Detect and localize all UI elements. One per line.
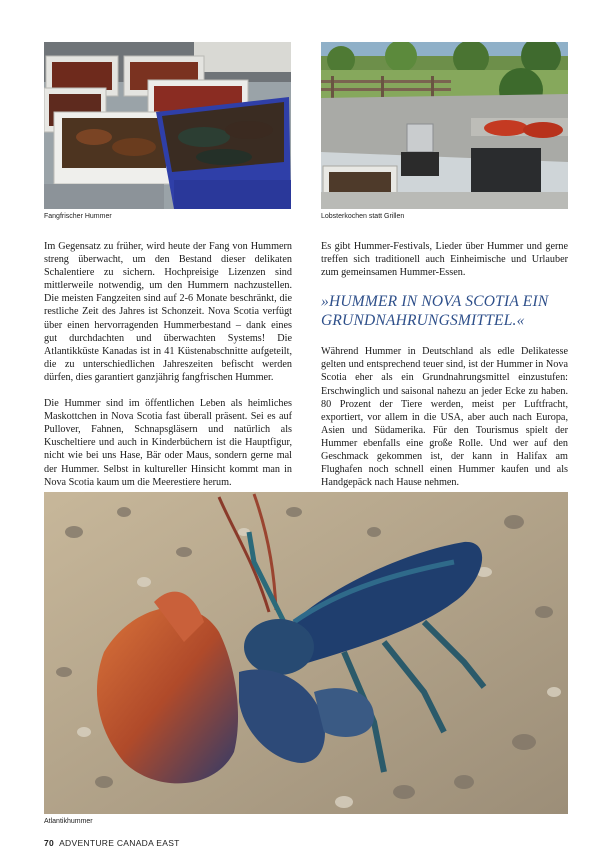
outdoor-lobster-cooking-photo: [321, 42, 568, 209]
paragraph: Während Hummer in Deutschland als edle Delikatesse gelten und entsprechend teuer sind, ist der Hummer in Nova Scotia eher als ein Grundnahrungsmittel einzustufen: Erschwinglich und saisonal nahezu an jeder Ecke zu haben. 80 Prozent der Tiere werden, meist per Luftfracht, exportiert, vor allem in die USA, aber auch nach Europa, Asien und Südamerika. Für den Tourismus spielt der Hummer ebenfalls eine große Rolle. Und wer auf den Geschmack gekommen ist, der kann in Halifax am Flughafen noch schnell einen Hummer kaufen und als Handgepäck nach Hause nehmen.: [321, 346, 568, 489]
page-number: 70: [44, 838, 55, 848]
text-column-left: [44, 240, 292, 502]
photo-caption-lobster-cooking: Lobsterkochen statt Grillen: [321, 213, 405, 220]
paragraph: Es gibt Hummer-Festivals, Lieder über Hummer und gerne treffen sich traditionell auch Einheimische und Urlauber zum gemeinsamen Hummer-Essen.: [321, 241, 568, 279]
atlantic-lobster-on-pebbles-photo: [44, 492, 568, 814]
publication-title: ADVENTURE CANADA EAST: [59, 838, 180, 848]
text-column-right: [321, 240, 568, 502]
photo-caption-atlantic-lobster: Atlantikhummer: [44, 818, 93, 825]
page-footer: [44, 838, 180, 848]
paragraph: Die Hummer sind im öffentlichen Leben als heimliches Maskottchen in Nova Scotia fast überall präsent. Sei es auf Pullover, Fahnen, Schnapsgläsern und natürlich als Kuscheltiere und auch in Kinderbüchern ist die Hauptfigur, nicht wie bei uns Hase, Bär oder Maus, sondern gerne mal der Hummer. Selbst in kultureller Hinsicht kommt man in Nova Scotia kaum um die Meerestiere herum.: [44, 398, 292, 488]
lobsters-in-crates-photo: [44, 42, 291, 209]
photo-caption-fresh-lobster: Fangfrischer Hummer: [44, 213, 112, 220]
pull-quote: »HUMMER IN NOVA SCOTIA EIN GRUNDNAHRUNGSMITTEL.«: [321, 293, 549, 330]
paragraph: Im Gegensatz zu früher, wird heute der Fang von Hummern streng überwacht, um den Bestand dieser delikaten Schalentiere zu sichern. Hochpreisige Lizenzen sind mittlerweile notwendig, um den Hummern nachzustellen. Die meisten Fangzeiten sind auf 2-6 Monate beschränkt, die restliche Zeit des Jahres ist Schonzeit. Nova Scotia verfügt über einen hervorragenden Hummerbestand – dank eines gut durchdachten und überwachten Systems! Die Atlantikküste Kanadas ist in 41 Küstenabschnitte aufgeteilt, die zu unterschiedlichen Jahreszeiten befischt werden dürfen, dies garantiert ganzjährig fangfrischen Hummer.: [44, 241, 292, 383]
